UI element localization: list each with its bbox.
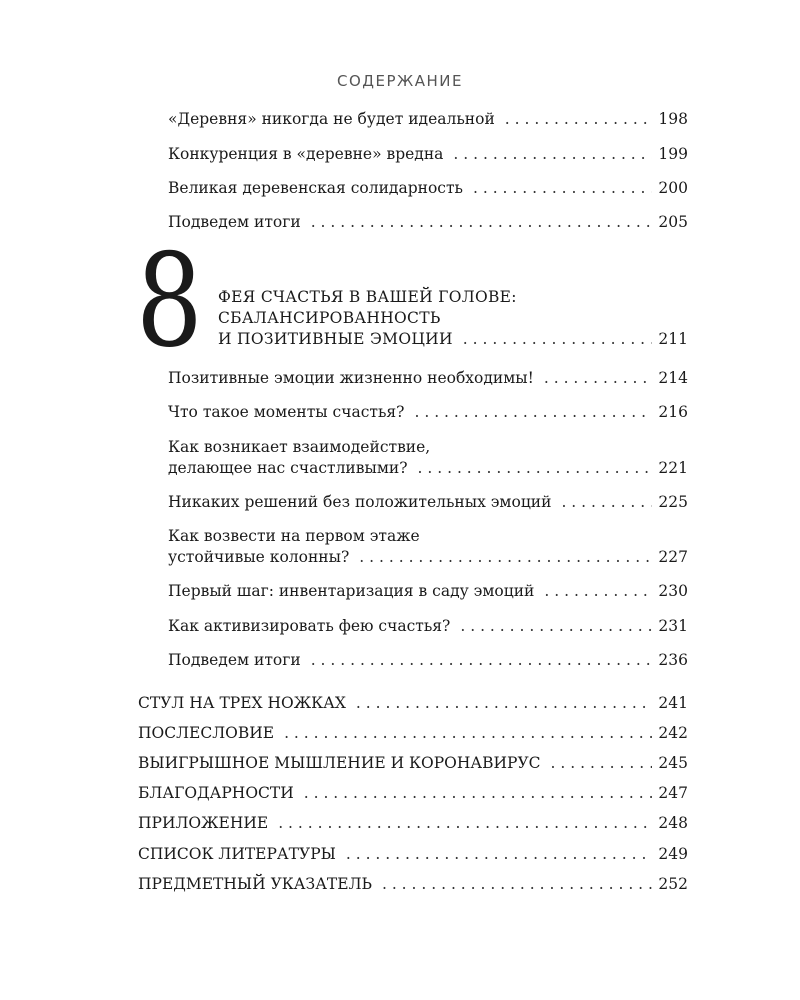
toc-entry-page: 245 — [658, 754, 688, 772]
toc-entry-title: Как активизировать фею счастья? — [168, 617, 451, 635]
toc-entry[interactable] — [168, 580, 688, 602]
toc-entry-page: 249 — [658, 845, 688, 863]
toc-entry-page: 252 — [658, 875, 688, 893]
toc-entry[interactable] — [168, 457, 688, 479]
dot-leader — [311, 211, 653, 233]
dot-leader — [544, 367, 653, 389]
toc-entry-major[interactable] — [138, 782, 688, 804]
toc-entry-title: СТУЛ НА ТРЕХ НОЖКАХ — [138, 694, 346, 712]
dot-leader — [359, 546, 652, 568]
toc-entry-title: Подведем итоги — [168, 651, 301, 669]
toc-entry-title: ПРЕДМЕТНЫЙ УКАЗАТЕЛЬ — [138, 875, 372, 893]
toc-entry-title: СПИСОК ЛИТЕРАТУРЫ — [138, 845, 336, 863]
toc-entry-page: 200 — [658, 179, 688, 197]
dot-leader — [460, 615, 652, 637]
dot-leader — [382, 873, 652, 895]
dot-leader — [346, 843, 653, 865]
toc-entry-page: 221 — [658, 459, 688, 477]
toc-entry-title-line[interactable]: Как возвести на первом этаже — [168, 527, 420, 545]
toc-entry[interactable] — [168, 177, 688, 199]
toc-entry[interactable] — [168, 143, 688, 165]
toc-entry-title: Никаких решений без положительных эмоций — [168, 493, 552, 511]
toc-entry-title: БЛАГОДАРНОСТИ — [138, 784, 294, 802]
toc-entry-title: ВЫИГРЫШНОЕ МЫШЛЕНИЕ И КОРОНАВИРУС — [138, 754, 541, 772]
toc-entry-major[interactable] — [138, 692, 688, 714]
toc-entry-title: Что такое моменты счастья? — [168, 403, 405, 421]
dot-leader — [415, 401, 653, 423]
chapter-title-line: И ПОЗИТИВНЫЕ ЭМОЦИИ — [218, 330, 453, 348]
toc-entry[interactable] — [168, 649, 688, 671]
toc-entry-title: Первый шаг: инвентаризация в саду эмоций — [168, 582, 535, 600]
toc-entry[interactable] — [168, 401, 688, 423]
dot-leader — [453, 143, 652, 165]
toc-entry[interactable] — [168, 491, 688, 513]
toc-entry-page: 236 — [658, 651, 688, 669]
toc-entry-page: 216 — [658, 403, 688, 421]
toc-entry-major[interactable] — [138, 843, 688, 865]
chapter-title-line[interactable]: ФЕЯ СЧАСТЬЯ В ВАШЕЙ ГОЛОВЕ: — [218, 288, 517, 306]
toc-entry-page: 198 — [658, 110, 688, 128]
toc-entry-title: ПРИЛОЖЕНИЕ — [138, 814, 269, 832]
dot-leader — [278, 812, 652, 834]
toc-entry[interactable] — [168, 108, 688, 130]
chapter-page: 211 — [658, 330, 688, 348]
toc-entry-page: 230 — [658, 582, 688, 600]
toc-entry-title-line[interactable]: Как возникает взаимодействие, — [168, 438, 431, 456]
toc-entry-page: 227 — [658, 548, 688, 566]
chapter-title-entry[interactable] — [218, 328, 688, 350]
toc-entry-page: 199 — [658, 145, 688, 163]
dot-leader — [356, 692, 653, 714]
dot-leader — [473, 177, 652, 199]
toc-entry[interactable] — [168, 367, 688, 389]
dot-leader — [561, 491, 652, 513]
toc-entry-title: Позитивные эмоции жизненно необходимы! — [168, 369, 534, 387]
toc-entry-title: ПОСЛЕСЛОВИЕ — [138, 724, 275, 742]
chapter-number: 8 — [136, 227, 203, 376]
dot-leader — [311, 649, 653, 671]
toc-entry-title: Подведем итоги — [168, 213, 301, 231]
toc-entry-major[interactable] — [138, 752, 688, 774]
toc-entry-major[interactable] — [138, 722, 688, 744]
toc-entry[interactable] — [168, 211, 688, 233]
dot-leader — [284, 722, 652, 744]
toc-entry-major[interactable] — [138, 812, 688, 834]
dot-leader — [544, 580, 652, 602]
dot-leader — [463, 328, 653, 350]
toc-entry-title: Конкуренция в «деревне» вредна — [168, 145, 444, 163]
running-head: СОДЕРЖАНИЕ — [337, 72, 463, 90]
toc-entry[interactable] — [168, 615, 688, 637]
toc-entry-major[interactable] — [138, 873, 688, 895]
toc-entry-title: «Деревня» никогда не будет идеальной — [168, 110, 495, 128]
toc-entry-page: 247 — [658, 784, 688, 802]
toc-entry-title: Великая деревенская солидарность — [168, 179, 463, 197]
toc-entry-page: 225 — [658, 493, 688, 511]
toc-entry-title: устойчивые колонны? — [168, 548, 350, 566]
dot-leader — [304, 782, 653, 804]
toc-entry-page: 231 — [658, 617, 688, 635]
toc-entry-page: 242 — [658, 724, 688, 742]
dot-leader — [418, 457, 653, 479]
toc-entry[interactable] — [168, 546, 688, 568]
toc-entry-page: 248 — [658, 814, 688, 832]
toc-entry-title: делающее нас счастливыми? — [168, 459, 408, 477]
chapter-title-line[interactable]: СБАЛАНСИРОВАННОСТЬ — [218, 309, 441, 327]
toc-entry-page: 205 — [658, 213, 688, 231]
toc-entry-page: 241 — [658, 694, 688, 712]
dot-leader — [551, 752, 653, 774]
toc-entry-page: 214 — [658, 369, 688, 387]
dot-leader — [505, 108, 653, 130]
